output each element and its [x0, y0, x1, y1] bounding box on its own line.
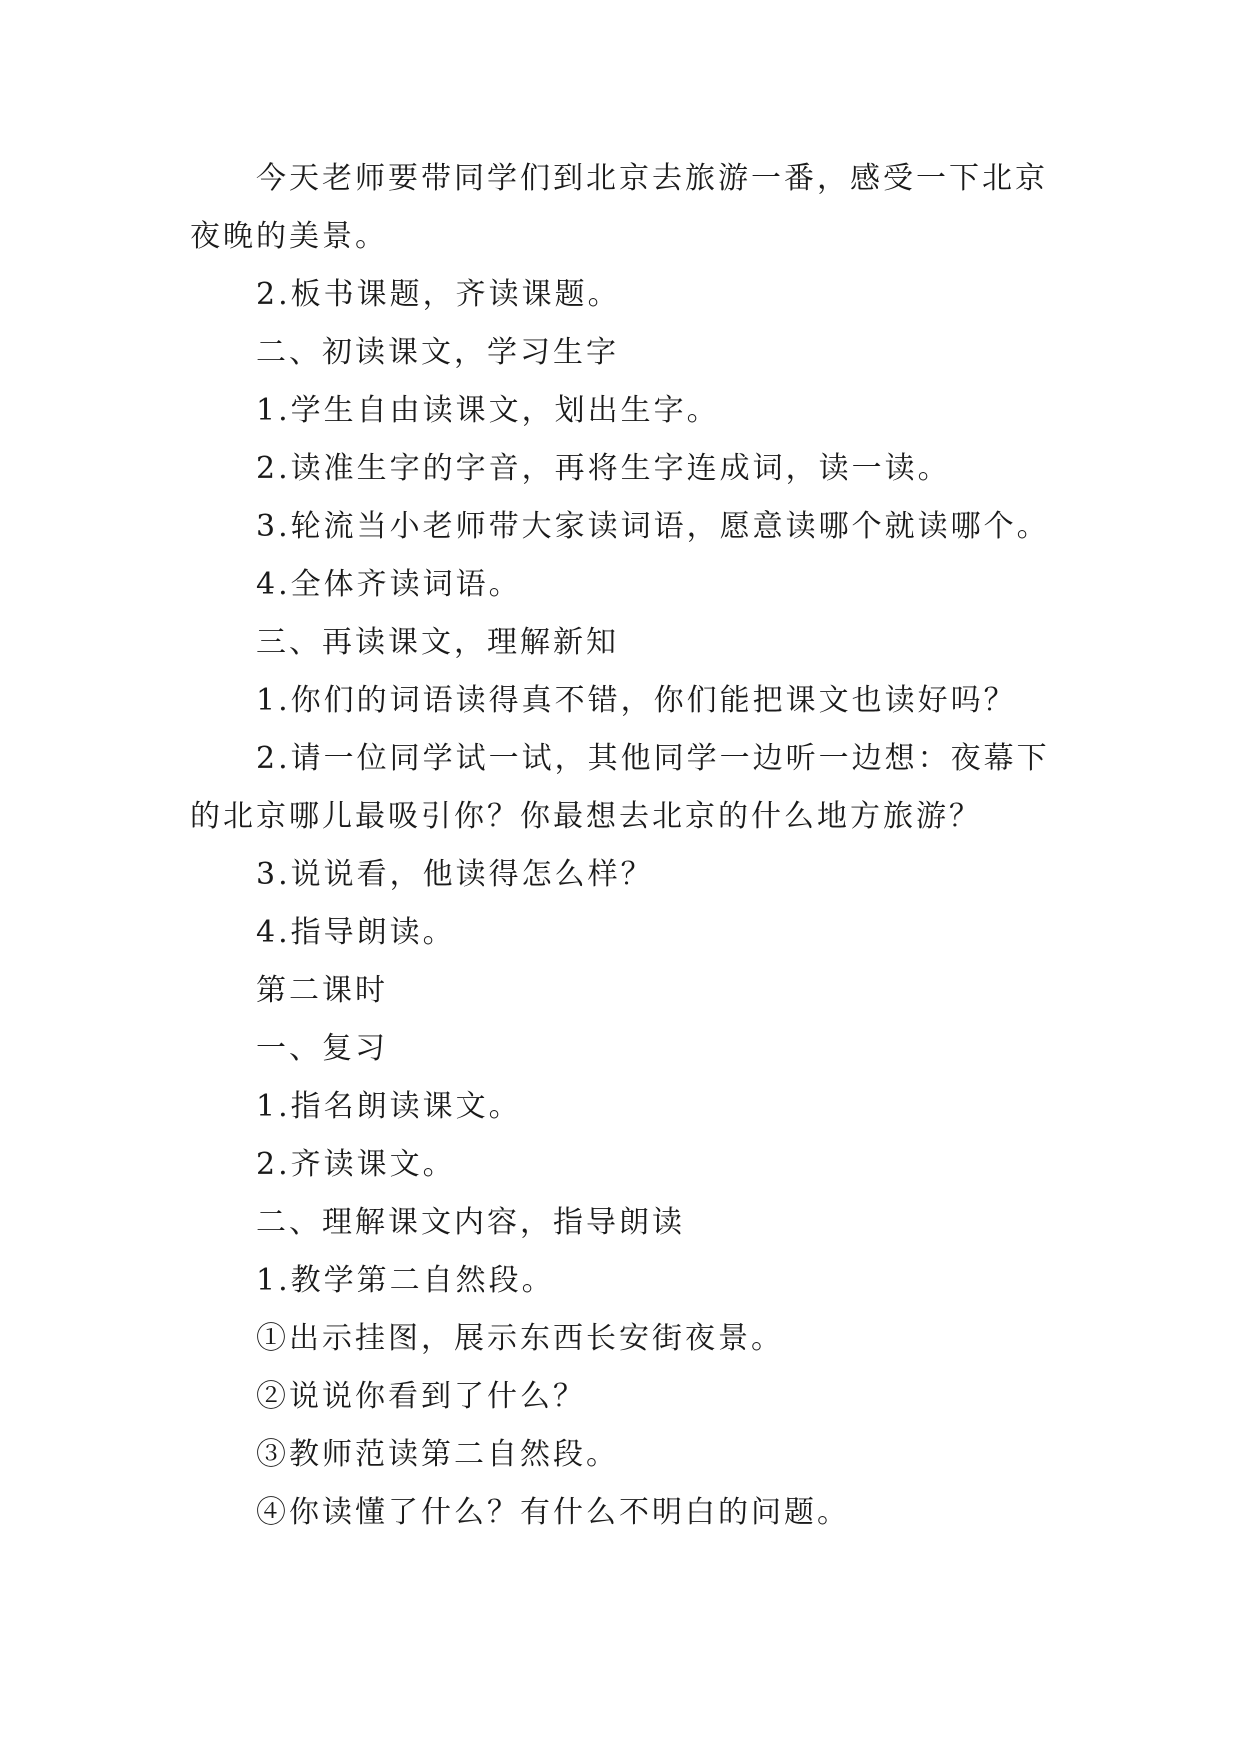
paragraph: 1.指名朗读课文。 — [256, 1089, 522, 1124]
paragraph: 2.请一位同学试一试，其他同学一边听一边想：夜幕下 — [256, 741, 1050, 776]
paragraph: 1.学生自由读课文，划出生字。 — [256, 393, 720, 428]
paragraph: 1.你们的词语读得真不错，你们能把课文也读好吗？ — [256, 683, 1017, 718]
section-heading: 一、复习 — [256, 1031, 388, 1066]
paragraph: 今天老师要带同学们到北京去旅游一番，感受一下北京 — [256, 161, 1048, 196]
paragraph: 1.教学第二自然段。 — [256, 1263, 555, 1298]
paragraph: 2.读准生字的字音，再将生字连成词，读一读。 — [256, 451, 951, 486]
paragraph: 3.说说看，他读得怎么样？ — [256, 857, 654, 892]
section-heading: 二、理解课文内容，指导朗读 — [256, 1205, 685, 1240]
list-item: ②说说你看到了什么？ — [256, 1379, 586, 1414]
paragraph: 4.指导朗读。 — [256, 915, 456, 950]
paragraph: 2.板书课题，齐读课题。 — [256, 277, 621, 312]
list-item: ④你读懂了什么？有什么不明白的问题。 — [256, 1495, 850, 1530]
section-heading: 三、再读课文，理解新知 — [256, 625, 619, 660]
document-body — [190, 150, 1070, 1542]
paragraph: 2.齐读课文。 — [256, 1147, 456, 1182]
list-item: ①出示挂图，展示东西长安街夜景。 — [256, 1321, 784, 1356]
list-item: ③教师范读第二自然段。 — [256, 1437, 619, 1472]
lesson-heading: 第二课时 — [256, 973, 388, 1008]
section-heading: 二、初读课文，学习生字 — [256, 335, 619, 370]
paragraph: 3.轮流当小老师带大家读词语，愿意读哪个就读哪个。 — [256, 509, 1050, 544]
paragraph: 4.全体齐读词语。 — [256, 567, 522, 602]
paragraph-continuation: 的北京哪儿最吸引你？你最想去北京的什么地方旅游？ — [190, 799, 982, 834]
paragraph-continuation: 夜晚的美景。 — [190, 219, 388, 254]
